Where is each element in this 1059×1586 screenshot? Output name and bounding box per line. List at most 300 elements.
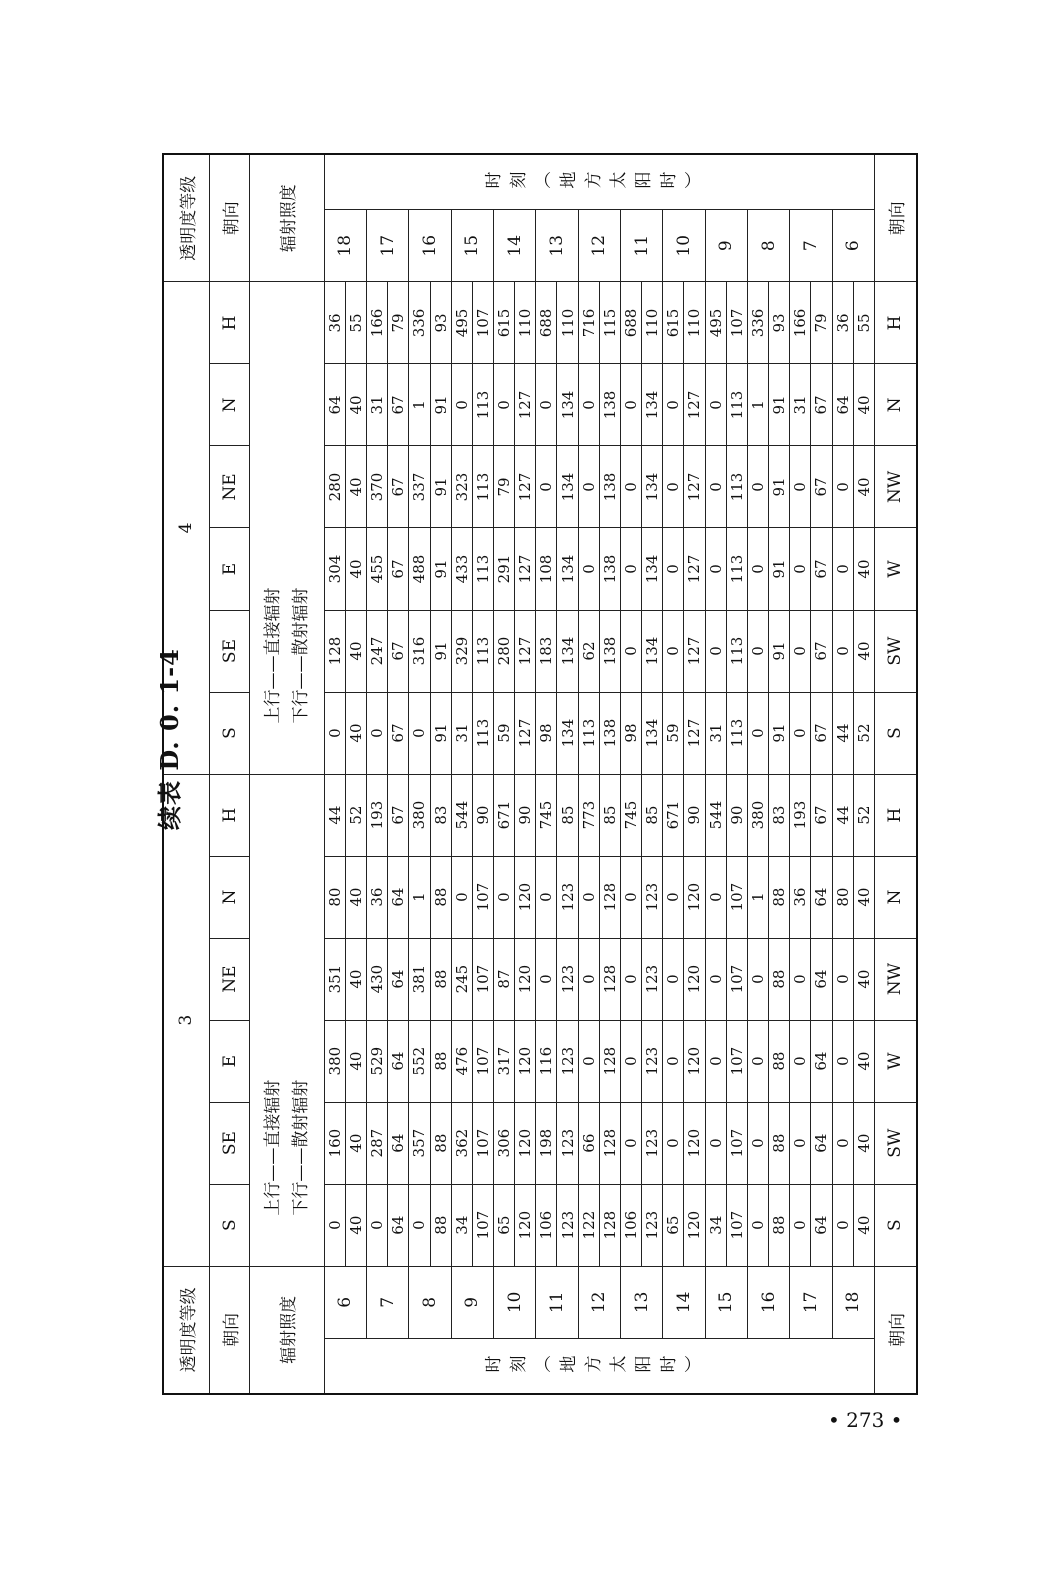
direct-value-cell: 0: [663, 1102, 684, 1184]
diffuse-value-cell: 127: [684, 528, 705, 610]
diffuse-value-cell: 123: [642, 1102, 663, 1184]
hour-label-right: 8: [747, 210, 789, 282]
hour-label-left: 12: [578, 1266, 620, 1338]
hour-label-left: 16: [747, 1266, 789, 1338]
diffuse-value-cell: 55: [853, 282, 874, 364]
diffuse-value-cell: 113: [472, 692, 493, 774]
direct-radiation-row: [494, 154, 515, 1394]
diffuse-value-cell: 64: [811, 1020, 832, 1102]
direct-value-cell: 0: [790, 938, 811, 1020]
diffuse-value-cell: 127: [684, 446, 705, 528]
direct-value-cell: 688: [620, 282, 641, 364]
hour-label-right: 12: [578, 210, 620, 282]
legend-direct: 上行——直接辐射: [262, 1079, 283, 1216]
diffuse-radiation-row: [599, 154, 620, 1394]
direct-value-cell: 0: [324, 692, 345, 774]
direct-value-cell: 0: [367, 692, 388, 774]
direct-value-cell: 0: [620, 610, 641, 692]
diffuse-value-cell: 67: [388, 692, 409, 774]
diffuse-value-cell: 110: [642, 282, 663, 364]
direct-value-cell: 0: [705, 856, 726, 938]
hour-label-left: 18: [832, 1266, 874, 1338]
direct-value-cell: 304: [324, 528, 345, 610]
diffuse-value-cell: 138: [599, 528, 620, 610]
direct-value-cell: 357: [409, 1102, 430, 1184]
direct-value-cell: 0: [451, 856, 472, 938]
direct-value-cell: 0: [705, 528, 726, 610]
diffuse-value-cell: 40: [853, 610, 874, 692]
diffuse-value-cell: 138: [599, 692, 620, 774]
direct-value-cell: 0: [747, 446, 768, 528]
diffuse-value-cell: 120: [515, 1184, 536, 1266]
direction-header: NE: [209, 446, 249, 528]
diffuse-value-cell: 40: [345, 1102, 366, 1184]
diffuse-value-cell: 120: [684, 1020, 705, 1102]
direct-value-cell: 0: [494, 364, 515, 446]
diffuse-value-cell: 113: [472, 528, 493, 610]
hour-label-left: 15: [705, 1266, 747, 1338]
hour-label-left: 13: [620, 1266, 662, 1338]
direct-value-cell: 0: [747, 610, 768, 692]
direct-value-cell: 0: [747, 1102, 768, 1184]
direct-value-cell: 31: [705, 692, 726, 774]
direction-header: S: [209, 1184, 249, 1266]
diffuse-value-cell: 113: [726, 610, 747, 692]
diffuse-value-cell: 91: [769, 692, 790, 774]
direct-radiation-row: [367, 154, 388, 1394]
direct-value-cell: 495: [705, 282, 726, 364]
diffuse-value-cell: 67: [811, 528, 832, 610]
direct-value-cell: 0: [747, 692, 768, 774]
orientation-label-right: 朝向: [209, 154, 249, 282]
diffuse-value-cell: 128: [599, 1184, 620, 1266]
direct-value-cell: 66: [578, 1102, 599, 1184]
diffuse-radiation-row: [515, 154, 536, 1394]
direct-radiation-row: [578, 154, 599, 1394]
direct-value-cell: 0: [832, 1184, 853, 1266]
diffuse-value-cell: 91: [430, 528, 451, 610]
diffuse-value-cell: 113: [472, 610, 493, 692]
direct-value-cell: 745: [620, 774, 641, 856]
direct-value-cell: 0: [747, 528, 768, 610]
diffuse-radiation-row: [726, 154, 747, 1394]
direct-value-cell: 87: [494, 938, 515, 1020]
direct-radiation-row: [832, 154, 853, 1394]
direct-value-cell: 31: [367, 364, 388, 446]
diffuse-value-cell: 127: [684, 692, 705, 774]
direct-value-cell: 337: [409, 446, 430, 528]
direct-value-cell: 280: [494, 610, 515, 692]
diffuse-value-cell: 120: [684, 1184, 705, 1266]
diffuse-value-cell: 64: [388, 938, 409, 1020]
direction-footer: SW: [874, 1102, 917, 1184]
orientation-label-left: 朝向: [209, 1266, 249, 1394]
hour-label-left: 8: [409, 1266, 451, 1338]
rotated-table-wrapper: [162, 153, 918, 1395]
direct-value-cell: 44: [832, 692, 853, 774]
direct-value-cell: 79: [494, 446, 515, 528]
hour-label-right: 18: [324, 210, 366, 282]
direct-value-cell: 198: [536, 1102, 557, 1184]
direct-value-cell: 306: [494, 1102, 515, 1184]
direction-footer: W: [874, 1020, 917, 1102]
direct-value-cell: 1: [409, 856, 430, 938]
diffuse-value-cell: 40: [853, 856, 874, 938]
direct-radiation-row: [324, 154, 345, 1394]
direct-radiation-row: [451, 154, 472, 1394]
diffuse-value-cell: 115: [599, 282, 620, 364]
direct-value-cell: 0: [832, 610, 853, 692]
direct-value-cell: 0: [790, 1184, 811, 1266]
diffuse-value-cell: 123: [557, 1020, 578, 1102]
diffuse-value-cell: 64: [811, 1102, 832, 1184]
direct-value-cell: 0: [578, 856, 599, 938]
direct-value-cell: 0: [620, 364, 641, 446]
diffuse-value-cell: 88: [769, 1102, 790, 1184]
direct-value-cell: 65: [663, 1184, 684, 1266]
direct-value-cell: 31: [451, 692, 472, 774]
direct-value-cell: 116: [536, 1020, 557, 1102]
diffuse-value-cell: 113: [726, 528, 747, 610]
diffuse-radiation-row: [472, 154, 493, 1394]
diffuse-value-cell: 134: [557, 446, 578, 528]
diffuse-value-cell: 91: [769, 528, 790, 610]
direct-value-cell: 0: [705, 938, 726, 1020]
direct-value-cell: 36: [832, 282, 853, 364]
hour-label-left: 6: [324, 1266, 366, 1338]
direct-value-cell: 476: [451, 1020, 472, 1102]
direction-header: SE: [209, 610, 249, 692]
direct-value-cell: 0: [324, 1184, 345, 1266]
direct-value-cell: 98: [536, 692, 557, 774]
direct-value-cell: 529: [367, 1020, 388, 1102]
direct-value-cell: 544: [705, 774, 726, 856]
direct-value-cell: 0: [790, 692, 811, 774]
diffuse-value-cell: 40: [853, 364, 874, 446]
time-label-right-text: 时刻（地方太阳时）: [484, 172, 710, 193]
diffuse-value-cell: 120: [515, 938, 536, 1020]
direct-value-cell: 128: [324, 610, 345, 692]
diffuse-value-cell: 128: [599, 938, 620, 1020]
diffuse-value-cell: 64: [388, 1184, 409, 1266]
diffuse-value-cell: 90: [726, 774, 747, 856]
direct-value-cell: 336: [409, 282, 430, 364]
direct-value-cell: 380: [747, 774, 768, 856]
diffuse-value-cell: 127: [515, 446, 536, 528]
direction-header: H: [209, 282, 249, 364]
direct-value-cell: 0: [620, 938, 641, 1020]
direct-radiation-row: [747, 154, 768, 1394]
diffuse-radiation-row: [345, 154, 366, 1394]
diffuse-value-cell: 67: [388, 610, 409, 692]
diffuse-value-cell: 110: [684, 282, 705, 364]
direct-value-cell: 0: [536, 446, 557, 528]
diffuse-value-cell: 107: [726, 1102, 747, 1184]
direct-value-cell: 1: [747, 364, 768, 446]
diffuse-value-cell: 64: [388, 1102, 409, 1184]
direct-value-cell: 0: [790, 1102, 811, 1184]
direct-value-cell: 615: [663, 282, 684, 364]
diffuse-value-cell: 88: [430, 938, 451, 1020]
hour-label-right: 7: [790, 210, 832, 282]
direct-value-cell: 183: [536, 610, 557, 692]
direct-value-cell: 0: [790, 446, 811, 528]
diffuse-value-cell: 40: [345, 364, 366, 446]
diffuse-value-cell: 67: [811, 774, 832, 856]
direct-value-cell: 247: [367, 610, 388, 692]
direct-value-cell: 36: [324, 282, 345, 364]
direct-value-cell: 106: [620, 1184, 641, 1266]
diffuse-value-cell: 138: [599, 364, 620, 446]
diffuse-value-cell: 40: [853, 1020, 874, 1102]
direct-value-cell: 0: [409, 692, 430, 774]
direct-value-cell: 671: [663, 774, 684, 856]
direct-value-cell: 0: [536, 856, 557, 938]
diffuse-value-cell: 120: [515, 1102, 536, 1184]
direct-radiation-row: [620, 154, 641, 1394]
radiation-label-left: 辐射照度: [250, 1266, 325, 1394]
time-label-right: [324, 154, 874, 210]
direct-value-cell: 64: [832, 364, 853, 446]
direct-value-cell: 1: [747, 856, 768, 938]
direction-header: E: [209, 528, 249, 610]
diffuse-radiation-row: [769, 154, 790, 1394]
direction-footer: S: [874, 692, 917, 774]
direction-footer: N: [874, 364, 917, 446]
direct-value-cell: 106: [536, 1184, 557, 1266]
direct-value-cell: 0: [663, 528, 684, 610]
diffuse-value-cell: 123: [557, 938, 578, 1020]
hour-label-right: 11: [620, 210, 662, 282]
direct-value-cell: 166: [790, 282, 811, 364]
diffuse-value-cell: 123: [557, 856, 578, 938]
diffuse-value-cell: 64: [811, 938, 832, 1020]
diffuse-value-cell: 123: [642, 856, 663, 938]
direct-value-cell: 80: [324, 856, 345, 938]
direct-value-cell: 336: [747, 282, 768, 364]
direct-value-cell: 745: [536, 774, 557, 856]
level-4-label: 4: [163, 282, 209, 774]
diffuse-value-cell: 93: [769, 282, 790, 364]
diffuse-value-cell: 91: [430, 446, 451, 528]
diffuse-value-cell: 88: [430, 1184, 451, 1266]
diffuse-value-cell: 40: [853, 528, 874, 610]
hour-label-right: 9: [705, 210, 747, 282]
direct-value-cell: 0: [832, 446, 853, 528]
direct-value-cell: 0: [663, 446, 684, 528]
diffuse-value-cell: 91: [430, 364, 451, 446]
diffuse-value-cell: 67: [388, 364, 409, 446]
direct-value-cell: 455: [367, 528, 388, 610]
diffuse-value-cell: 85: [557, 774, 578, 856]
time-label-left-text: 时刻（地方太阳时）: [484, 1356, 710, 1377]
direct-value-cell: 166: [367, 282, 388, 364]
direct-value-cell: 0: [451, 364, 472, 446]
header-row-level: [163, 154, 209, 1394]
diffuse-value-cell: 91: [430, 692, 451, 774]
direct-value-cell: 433: [451, 528, 472, 610]
direct-value-cell: 0: [620, 446, 641, 528]
direct-value-cell: 98: [620, 692, 641, 774]
page-number: • 273 •: [828, 1408, 903, 1432]
direct-value-cell: 0: [832, 1020, 853, 1102]
direct-value-cell: 62: [578, 610, 599, 692]
direction-footer: W: [874, 528, 917, 610]
diffuse-value-cell: 127: [515, 528, 536, 610]
legend-diffuse: 下行——散射辐射: [290, 587, 311, 724]
diffuse-value-cell: 85: [642, 774, 663, 856]
diffuse-value-cell: 79: [811, 282, 832, 364]
diffuse-value-cell: 67: [388, 528, 409, 610]
hour-label-right: 13: [536, 210, 578, 282]
diffuse-value-cell: 107: [726, 938, 747, 1020]
diffuse-value-cell: 107: [726, 1020, 747, 1102]
diffuse-value-cell: 90: [515, 774, 536, 856]
direct-value-cell: 280: [324, 446, 345, 528]
direct-value-cell: 59: [494, 692, 515, 774]
direct-value-cell: 0: [705, 610, 726, 692]
direct-value-cell: 544: [451, 774, 472, 856]
direction-footer: NW: [874, 938, 917, 1020]
diffuse-value-cell: 40: [853, 1102, 874, 1184]
diffuse-value-cell: 134: [642, 528, 663, 610]
diffuse-value-cell: 40: [853, 446, 874, 528]
diffuse-value-cell: 40: [853, 938, 874, 1020]
direct-value-cell: 34: [451, 1184, 472, 1266]
hour-label-left: 17: [790, 1266, 832, 1338]
hour-label-left: 7: [367, 1266, 409, 1338]
diffuse-value-cell: 123: [642, 938, 663, 1020]
direct-value-cell: 193: [790, 774, 811, 856]
direct-value-cell: 0: [663, 938, 684, 1020]
direct-value-cell: 122: [578, 1184, 599, 1266]
diffuse-value-cell: 134: [642, 610, 663, 692]
diffuse-value-cell: 88: [430, 1102, 451, 1184]
direct-value-cell: 0: [747, 1184, 768, 1266]
hour-label-left: 11: [536, 1266, 578, 1338]
direct-value-cell: 245: [451, 938, 472, 1020]
direct-value-cell: 380: [324, 1020, 345, 1102]
time-label-left: [324, 1339, 874, 1394]
diffuse-value-cell: 113: [726, 364, 747, 446]
diffuse-value-cell: 123: [642, 1184, 663, 1266]
hour-label-left: 10: [494, 1266, 536, 1338]
diffuse-value-cell: 91: [769, 610, 790, 692]
legend-group-4: [250, 282, 325, 774]
diffuse-value-cell: 64: [388, 1020, 409, 1102]
direction-footer: SW: [874, 610, 917, 692]
direct-value-cell: 488: [409, 528, 430, 610]
direct-radiation-row: [409, 154, 430, 1394]
diffuse-value-cell: 40: [345, 1020, 366, 1102]
direct-value-cell: 0: [747, 1020, 768, 1102]
diffuse-value-cell: 107: [472, 856, 493, 938]
diffuse-value-cell: 107: [472, 938, 493, 1020]
diffuse-value-cell: 40: [853, 1184, 874, 1266]
direct-value-cell: 44: [832, 774, 853, 856]
diffuse-value-cell: 120: [684, 1102, 705, 1184]
diffuse-value-cell: 120: [684, 856, 705, 938]
diffuse-value-cell: 110: [515, 282, 536, 364]
diffuse-radiation-row: [430, 154, 451, 1394]
direct-value-cell: 1: [409, 364, 430, 446]
diffuse-value-cell: 90: [684, 774, 705, 856]
diffuse-value-cell: 134: [642, 692, 663, 774]
direct-value-cell: 316: [409, 610, 430, 692]
direct-value-cell: 0: [536, 364, 557, 446]
legend-diffuse: 下行——散射辐射: [290, 1079, 311, 1216]
direct-value-cell: 552: [409, 1020, 430, 1102]
direction-header: S: [209, 692, 249, 774]
direction-header: SE: [209, 1102, 249, 1184]
diffuse-value-cell: 40: [345, 610, 366, 692]
direct-radiation-row: [790, 154, 811, 1394]
hour-label-right: 17: [367, 210, 409, 282]
diffuse-value-cell: 83: [769, 774, 790, 856]
orientation-footer-left: 朝向: [874, 1266, 917, 1394]
diffuse-radiation-row: [642, 154, 663, 1394]
direct-value-cell: 688: [536, 282, 557, 364]
direct-value-cell: 773: [578, 774, 599, 856]
diffuse-radiation-row: [853, 154, 874, 1394]
diffuse-value-cell: 88: [769, 1184, 790, 1266]
diffuse-value-cell: 67: [388, 446, 409, 528]
diffuse-value-cell: 134: [642, 364, 663, 446]
header-row-orientation: [209, 154, 249, 1394]
direct-value-cell: 0: [705, 1102, 726, 1184]
diffuse-value-cell: 40: [345, 856, 366, 938]
diffuse-value-cell: 52: [345, 774, 366, 856]
direct-value-cell: 716: [578, 282, 599, 364]
diffuse-value-cell: 127: [515, 692, 536, 774]
diffuse-value-cell: 134: [557, 364, 578, 446]
diffuse-value-cell: 113: [726, 692, 747, 774]
diffuse-radiation-row: [388, 154, 409, 1394]
direct-value-cell: 370: [367, 446, 388, 528]
diffuse-value-cell: 67: [811, 446, 832, 528]
direct-value-cell: 34: [705, 1184, 726, 1266]
direct-value-cell: 291: [494, 528, 515, 610]
diffuse-value-cell: 134: [557, 528, 578, 610]
direct-value-cell: 0: [620, 528, 641, 610]
direct-value-cell: 193: [367, 774, 388, 856]
diffuse-value-cell: 107: [726, 282, 747, 364]
diffuse-value-cell: 107: [472, 282, 493, 364]
diffuse-value-cell: 123: [557, 1184, 578, 1266]
direct-value-cell: 430: [367, 938, 388, 1020]
diffuse-value-cell: 91: [769, 446, 790, 528]
direct-value-cell: 0: [578, 1020, 599, 1102]
diffuse-value-cell: 67: [811, 692, 832, 774]
direct-value-cell: 323: [451, 446, 472, 528]
diffuse-value-cell: 64: [811, 856, 832, 938]
direct-value-cell: 0: [578, 364, 599, 446]
direct-value-cell: 36: [367, 856, 388, 938]
diffuse-radiation-row: [811, 154, 832, 1394]
direct-value-cell: 615: [494, 282, 515, 364]
direct-value-cell: 0: [663, 610, 684, 692]
diffuse-value-cell: 120: [515, 856, 536, 938]
hour-label-right: 14: [494, 210, 536, 282]
diffuse-value-cell: 128: [599, 1102, 620, 1184]
direct-value-cell: 0: [705, 1020, 726, 1102]
direct-value-cell: 0: [663, 364, 684, 446]
hour-label-right: 6: [832, 210, 874, 282]
transparency-label-left: 透明度等级: [163, 1266, 209, 1394]
diffuse-value-cell: 40: [345, 446, 366, 528]
table-frame: [162, 153, 918, 1395]
diffuse-value-cell: 138: [599, 610, 620, 692]
